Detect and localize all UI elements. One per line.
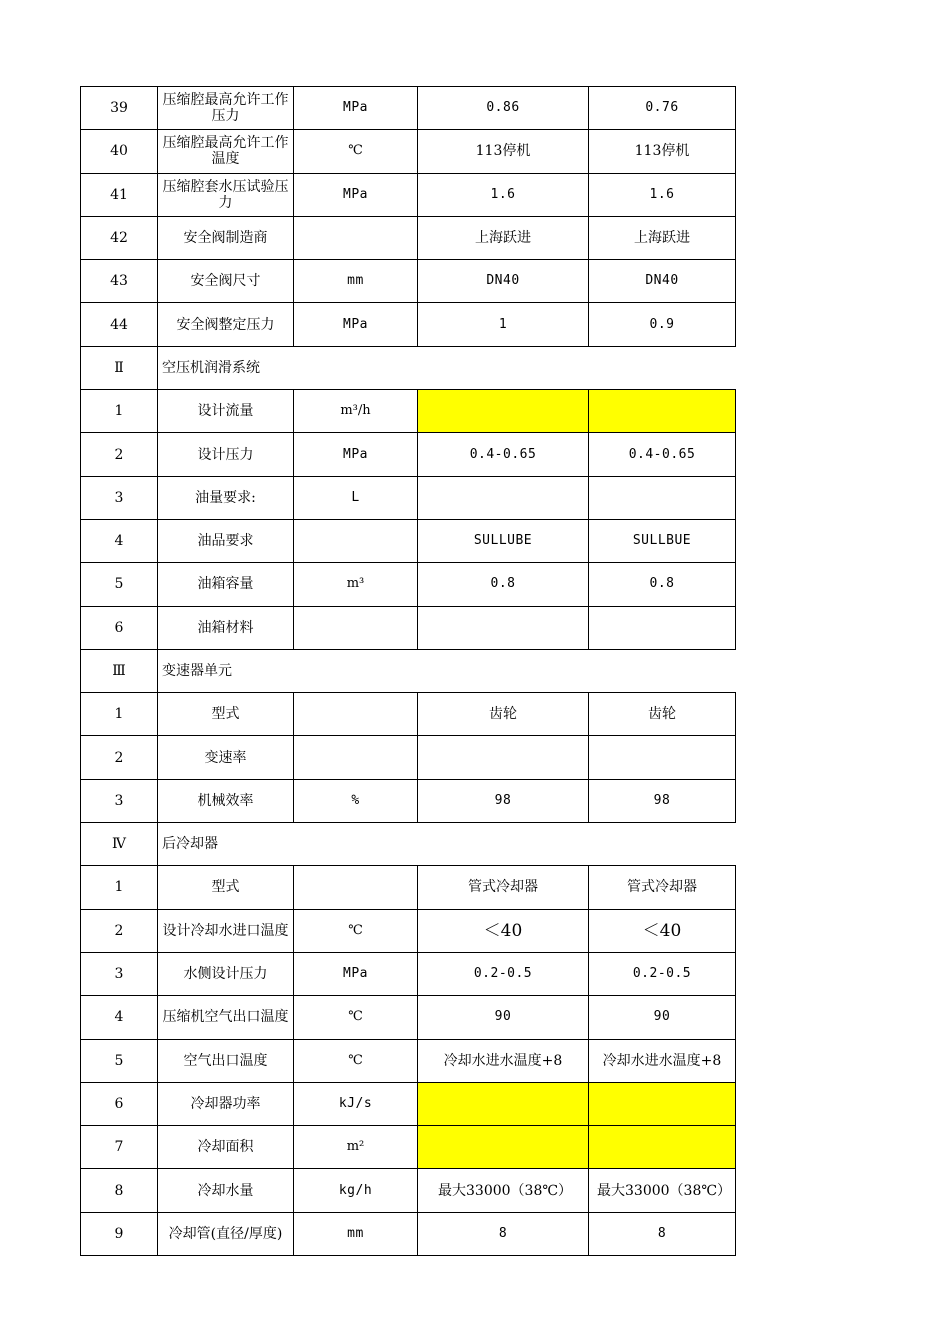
unit-cell [294, 736, 418, 779]
row-number-text: 44 [110, 316, 128, 333]
value-option-1-text: 90 [494, 1009, 512, 1025]
parameter-name [158, 1039, 294, 1082]
value-option-1 [418, 996, 589, 1039]
value-option-2-text: 0.76 [645, 100, 679, 116]
value-option-1 [418, 1169, 589, 1212]
value-option-1-text: 齿轮 [489, 706, 517, 723]
table-row [81, 909, 736, 952]
row-number-text: 6 [114, 1095, 124, 1112]
value-option-1-text: 0.86 [486, 100, 520, 116]
table-row [81, 173, 736, 216]
value-option-1 [418, 736, 589, 779]
table-row [81, 433, 736, 476]
unit-cell-text: % [351, 792, 360, 808]
row-number-text: 5 [114, 576, 124, 593]
parameter-name [158, 1212, 294, 1255]
row-number-text: 7 [114, 1139, 124, 1156]
row-number-text: 3 [114, 792, 124, 809]
parameter-name [158, 173, 294, 216]
table-row [81, 130, 736, 173]
parameter-name-text: 油箱材料 [197, 619, 254, 636]
parameter-name-text: 设计流量 [197, 403, 254, 420]
section-header-row [81, 649, 736, 692]
row-number [81, 606, 158, 649]
table-row [81, 779, 736, 822]
row-number-text: 8 [114, 1182, 124, 1199]
unit-cell-text: kg/h [338, 1182, 373, 1198]
parameter-name [158, 260, 294, 303]
unit-cell-text: m³ [346, 576, 365, 592]
row-number [81, 433, 158, 476]
row-number [81, 1039, 158, 1082]
unit-cell [294, 519, 418, 562]
value-option-2-text: 1.6 [649, 186, 675, 202]
parameter-name-text: 型式 [211, 879, 240, 896]
value-option-2 [589, 260, 736, 303]
table-row [81, 216, 736, 259]
parameter-name-text: 安全阀整定压力 [176, 316, 275, 333]
row-number [81, 736, 158, 779]
parameter-name [158, 779, 294, 822]
row-number-text: 6 [114, 619, 124, 636]
section-title: 后冷却器 [158, 823, 736, 866]
parameter-name [158, 606, 294, 649]
row-number [81, 87, 158, 130]
parameter-name [158, 390, 294, 433]
table-row [81, 1126, 736, 1169]
table-row [81, 693, 736, 736]
row-number-text: 2 [114, 922, 124, 939]
value-option-2-text: 上海跃进 [634, 230, 690, 247]
table-row [81, 260, 736, 303]
unit-cell [294, 173, 418, 216]
value-option-2 [589, 433, 736, 476]
value-option-1 [418, 476, 589, 519]
value-option-2 [589, 87, 736, 130]
table-row [81, 736, 736, 779]
table-row [81, 1169, 736, 1212]
parameter-name [158, 736, 294, 779]
parameter-name-text: 设计冷却水进口温度 [162, 922, 289, 939]
value-option-1 [418, 216, 589, 259]
parameter-name-text: 油量要求: [195, 489, 256, 506]
value-option-2-text: 90 [653, 1009, 671, 1025]
spec-table-body [81, 87, 736, 1256]
value-option-2 [589, 1212, 736, 1255]
unit-cell [294, 303, 418, 346]
unit-cell [294, 563, 418, 606]
value-option-1 [418, 563, 589, 606]
value-option-1-text: 8 [498, 1225, 508, 1241]
row-number [81, 173, 158, 216]
parameter-name-text: 变速率 [204, 749, 247, 766]
value-option-1 [418, 130, 589, 173]
parameter-name-text: 压缩腔最高允许工作温度 [162, 135, 289, 168]
value-option-1-text: 1 [498, 316, 508, 332]
parameter-name [158, 87, 294, 130]
value-option-1 [418, 866, 589, 909]
parameter-name-text: 机械效率 [197, 792, 254, 809]
value-option-2-text: 冷却水进水温度+8 [602, 1052, 722, 1069]
spec-table [80, 86, 736, 1256]
value-option-2 [589, 606, 736, 649]
unit-cell [294, 909, 418, 952]
value-option-2 [589, 996, 736, 1039]
value-option-2-text: 8 [657, 1225, 667, 1241]
unit-cell-text: kJ/s [338, 1095, 373, 1111]
parameter-name [158, 952, 294, 995]
value-option-1 [418, 779, 589, 822]
unit-cell-text: L [351, 489, 360, 505]
parameter-name-text: 型式 [211, 706, 240, 723]
row-number [81, 996, 158, 1039]
section-title: 空压机润滑系统 [158, 346, 736, 389]
unit-cell [294, 866, 418, 909]
value-option-1 [418, 909, 589, 952]
section-header-row [81, 346, 736, 389]
value-option-2-text: 0.8 [649, 576, 675, 592]
section-number: Ⅳ [81, 823, 158, 866]
row-number [81, 563, 158, 606]
value-option-1-text: SULLUBE [473, 533, 533, 549]
value-option-2-text: ＜40 [642, 920, 682, 941]
unit-cell-text: MPa [343, 446, 368, 462]
value-option-1-text: ＜40 [483, 920, 523, 941]
row-number [81, 130, 158, 173]
row-number-text: 3 [114, 489, 124, 506]
value-option-2 [589, 563, 736, 606]
value-option-2 [589, 519, 736, 562]
unit-cell [294, 1082, 418, 1125]
value-option-2 [589, 693, 736, 736]
unit-cell-text: MPa [343, 966, 368, 982]
parameter-name [158, 303, 294, 346]
parameter-name-text: 空气出口温度 [183, 1052, 268, 1069]
parameter-name-text: 冷却面积 [197, 1139, 254, 1156]
unit-cell-text: MPa [343, 100, 368, 116]
value-option-1 [418, 1082, 589, 1125]
unit-cell [294, 87, 418, 130]
parameter-name [158, 1082, 294, 1125]
parameter-name [158, 519, 294, 562]
parameter-name [158, 996, 294, 1039]
parameter-name [158, 563, 294, 606]
table-row [81, 1212, 736, 1255]
parameter-name [158, 866, 294, 909]
unit-cell [294, 433, 418, 476]
row-number [81, 216, 158, 259]
unit-cell [294, 130, 418, 173]
value-option-2 [589, 390, 736, 433]
section-title: 变速器单元 [158, 649, 736, 692]
unit-cell [294, 952, 418, 995]
row-number-text: 2 [114, 446, 124, 463]
table-row [81, 866, 736, 909]
value-option-1-text: DN40 [486, 273, 520, 289]
value-option-2 [589, 909, 736, 952]
unit-cell-text: ℃ [348, 1052, 363, 1068]
row-number [81, 260, 158, 303]
unit-cell [294, 1126, 418, 1169]
value-option-2 [589, 952, 736, 995]
parameter-name [158, 130, 294, 173]
value-option-1 [418, 519, 589, 562]
table-row [81, 606, 736, 649]
row-number-text: 40 [110, 143, 128, 160]
unit-cell-text: ℃ [348, 922, 363, 938]
table-row [81, 476, 736, 519]
table-row [81, 390, 736, 433]
unit-cell [294, 476, 418, 519]
parameter-name-text: 压缩腔套水压试验压力 [162, 178, 289, 211]
parameter-name [158, 909, 294, 952]
unit-cell [294, 216, 418, 259]
unit-cell [294, 779, 418, 822]
unit-cell-text: ℃ [348, 143, 363, 159]
table-row [81, 952, 736, 995]
value-option-1 [418, 1126, 589, 1169]
row-number-text: 4 [114, 1009, 124, 1026]
table-row [81, 563, 736, 606]
row-number-text: 9 [114, 1225, 124, 1242]
value-option-2-text: 0.2-0.5 [632, 966, 692, 982]
row-number [81, 693, 158, 736]
unit-cell-text: m² [346, 1139, 365, 1155]
parameter-name-text: 冷却器功率 [190, 1095, 261, 1112]
value-option-1 [418, 303, 589, 346]
unit-cell-text: m³/h [340, 403, 371, 419]
row-number-text: 3 [114, 966, 124, 983]
value-option-1 [418, 433, 589, 476]
unit-cell-text: mm [347, 273, 364, 289]
value-option-1 [418, 260, 589, 303]
parameter-name [158, 1169, 294, 1212]
row-number-text: 4 [114, 533, 124, 550]
parameter-name-text: 油箱容量 [197, 576, 254, 593]
value-option-1-text: 最大33000（38℃） [438, 1182, 573, 1199]
value-option-1-text: 1.6 [490, 186, 516, 202]
unit-cell [294, 390, 418, 433]
value-option-1 [418, 693, 589, 736]
value-option-2 [589, 779, 736, 822]
row-number [81, 1169, 158, 1212]
parameter-name-text: 安全阀尺寸 [190, 273, 261, 290]
row-number-text: 39 [110, 100, 128, 117]
value-option-2-text: 0.9 [649, 316, 675, 332]
row-number [81, 952, 158, 995]
row-number-text: 41 [110, 186, 128, 203]
value-option-2-text: SULLBUE [632, 533, 692, 549]
unit-cell [294, 996, 418, 1039]
section-number: Ⅲ [81, 649, 158, 692]
value-option-2 [589, 1039, 736, 1082]
parameter-name [158, 1126, 294, 1169]
value-option-2-text: 113停机 [634, 143, 690, 160]
parameter-name-text: 冷却管(直径/厚度) [168, 1225, 283, 1242]
row-number-text: 42 [110, 230, 128, 247]
row-number [81, 390, 158, 433]
parameter-name-text: 水侧设计压力 [183, 966, 268, 983]
value-option-1 [418, 606, 589, 649]
row-number-text: 5 [114, 1052, 124, 1069]
value-option-2-text: DN40 [645, 273, 679, 289]
row-number [81, 779, 158, 822]
row-number [81, 909, 158, 952]
row-number-text: 43 [110, 273, 128, 290]
parameter-name-text: 冷却水量 [197, 1182, 254, 1199]
unit-cell [294, 1169, 418, 1212]
value-option-2 [589, 476, 736, 519]
value-option-1-text: 0.4-0.65 [469, 446, 537, 462]
parameter-name-text: 安全阀制造商 [183, 230, 268, 247]
row-number [81, 1126, 158, 1169]
value-option-2 [589, 130, 736, 173]
value-option-2 [589, 736, 736, 779]
row-number [81, 476, 158, 519]
table-row [81, 87, 736, 130]
row-number-text: 2 [114, 749, 124, 766]
value-option-2-text: 管式冷却器 [627, 879, 697, 896]
value-option-1 [418, 173, 589, 216]
value-option-2-text: 0.4-0.65 [628, 446, 696, 462]
unit-cell [294, 606, 418, 649]
unit-cell [294, 1039, 418, 1082]
table-row [81, 303, 736, 346]
parameter-name [158, 476, 294, 519]
unit-cell-text: mm [347, 1225, 364, 1241]
table-row [81, 996, 736, 1039]
unit-cell-text: MPa [343, 186, 368, 202]
parameter-name [158, 693, 294, 736]
unit-cell-text: ℃ [348, 1009, 363, 1025]
table-row [81, 1082, 736, 1125]
value-option-2 [589, 1082, 736, 1125]
value-option-2 [589, 1169, 736, 1212]
value-option-2-text: 齿轮 [648, 706, 676, 723]
unit-cell [294, 693, 418, 736]
value-option-2 [589, 1126, 736, 1169]
row-number-text: 1 [114, 706, 124, 723]
value-option-2 [589, 216, 736, 259]
value-option-2 [589, 303, 736, 346]
value-option-1 [418, 390, 589, 433]
row-number-text: 1 [114, 403, 124, 420]
value-option-2 [589, 866, 736, 909]
parameter-name-text: 压缩机空气出口温度 [162, 1009, 289, 1026]
row-number [81, 303, 158, 346]
unit-cell-text: MPa [343, 316, 368, 332]
row-number [81, 866, 158, 909]
value-option-1 [418, 87, 589, 130]
value-option-2-text: 最大33000（38℃） [597, 1182, 732, 1199]
parameter-name [158, 216, 294, 259]
value-option-1 [418, 1212, 589, 1255]
unit-cell [294, 260, 418, 303]
value-option-2-text: 98 [653, 792, 671, 808]
value-option-1-text: 冷却水进水温度+8 [443, 1052, 563, 1069]
parameter-name-text: 压缩腔最高允许工作压力 [162, 92, 289, 125]
parameter-name [158, 433, 294, 476]
section-header-row [81, 823, 736, 866]
value-option-1-text: 0.8 [490, 576, 516, 592]
section-number: Ⅱ [81, 346, 158, 389]
value-option-1 [418, 1039, 589, 1082]
table-row [81, 1039, 736, 1082]
value-option-1-text: 0.2-0.5 [473, 966, 533, 982]
unit-cell [294, 1212, 418, 1255]
parameter-name-text: 油品要求 [197, 533, 254, 550]
row-number [81, 1212, 158, 1255]
value-option-1-text: 98 [494, 792, 512, 808]
row-number [81, 519, 158, 562]
row-number-text: 1 [114, 879, 124, 896]
table-row [81, 519, 736, 562]
row-number [81, 1082, 158, 1125]
value-option-1-text: 上海跃进 [475, 230, 531, 247]
value-option-1-text: 管式冷却器 [468, 879, 538, 896]
value-option-1 [418, 952, 589, 995]
parameter-name-text: 设计压力 [197, 446, 254, 463]
value-option-2 [589, 173, 736, 216]
value-option-1-text: 113停机 [475, 143, 531, 160]
